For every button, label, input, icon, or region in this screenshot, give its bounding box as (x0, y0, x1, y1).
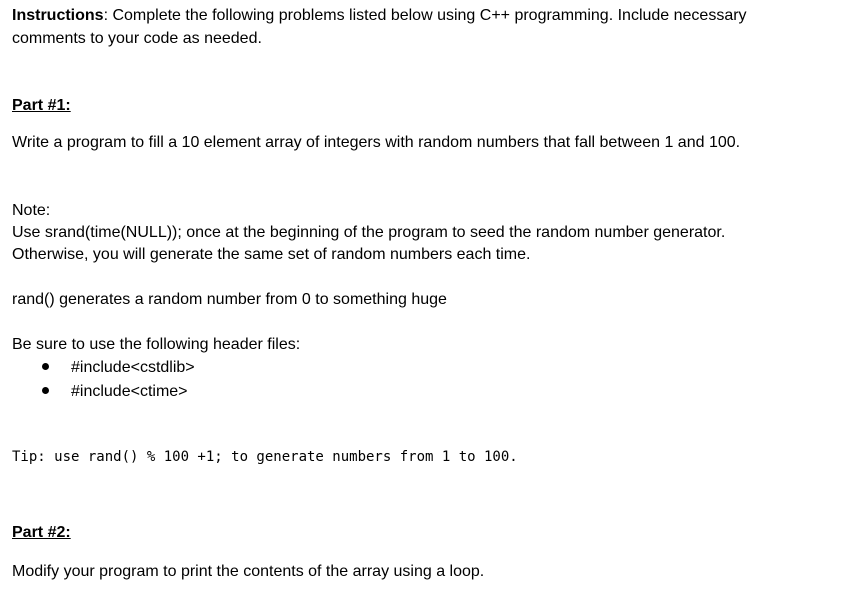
note-label: Note: (12, 202, 51, 219)
header-file-2: #include<ctime> (71, 383, 188, 400)
part2-heading: Part #2: (12, 524, 71, 541)
instructions-text-2: comments to your code as needed. (12, 30, 262, 47)
header-file-1: #include<cstdlib> (71, 359, 195, 376)
instructions-text-1: : Complete the following problems listed below using C++ programming. Include necessary (103, 7, 747, 24)
instructions-line-1 (12, 5, 747, 27)
bullet-icon (42, 363, 49, 370)
part1-task: Write a program to fill a 10 element array of integers with random numbers that fall between 1 and 100. (12, 134, 741, 151)
rand-note: rand() generates a random number from 0 to something huge (12, 291, 447, 308)
header-list-item (42, 381, 188, 403)
bullet-icon (42, 387, 49, 394)
tip-code: Tip: use rand() % 100 +1; to generate numbers from 1 to 100. (12, 449, 518, 465)
note-line-1: Use srand(time(NULL)); once at the beginning of the program to seed the random number generator. (12, 224, 726, 241)
part1-heading: Part #1: (12, 97, 71, 114)
part2-task: Modify your program to print the contents of the array using a loop. (12, 563, 485, 580)
headers-intro: Be sure to use the following header files: (12, 336, 301, 353)
note-line-2: Otherwise, you will generate the same set of random numbers each time. (12, 246, 531, 263)
header-list-item (42, 357, 195, 379)
instructions-label: Instructions (12, 7, 104, 24)
